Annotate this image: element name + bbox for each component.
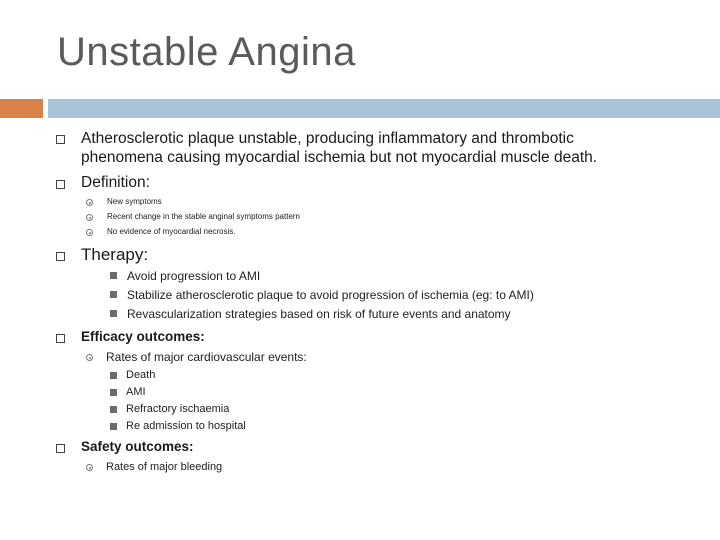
definition-item: New symptoms bbox=[107, 197, 162, 206]
bullet-circle-icon bbox=[86, 214, 93, 221]
efficacy-item: Death bbox=[126, 369, 156, 381]
title-accent-bar bbox=[0, 99, 43, 118]
slide-title: Unstable Angina bbox=[57, 30, 356, 74]
safety-label: Safety outcomes: bbox=[81, 439, 194, 454]
safety-subitem: Rates of major bleeding bbox=[106, 461, 223, 473]
bullet-filled-square-icon bbox=[110, 406, 117, 413]
bullet-square-icon bbox=[56, 180, 65, 189]
bullet-square-icon bbox=[56, 334, 65, 343]
bullet-filled-square-icon bbox=[110, 291, 117, 298]
bullet-filled-square-icon bbox=[110, 310, 117, 317]
bullet-square-icon bbox=[56, 444, 65, 453]
efficacy-item: Refractory ischaemia bbox=[126, 403, 230, 415]
efficacy-label: Efficacy outcomes: bbox=[81, 329, 205, 344]
bullet-circle-icon bbox=[86, 229, 93, 236]
definition-label: Definition: bbox=[81, 174, 150, 191]
efficacy-item: AMI bbox=[126, 386, 146, 398]
bullet-circle-icon bbox=[86, 354, 93, 361]
therapy-label: Therapy: bbox=[81, 245, 149, 264]
item-atherosclerotic-line2: phenomena causing myocardial ischemia but not myocardial muscle death. bbox=[81, 149, 598, 166]
bullet-square-icon bbox=[56, 252, 65, 261]
efficacy-item: Re admission to hospital bbox=[126, 420, 246, 432]
efficacy-subitem: Rates of major cardiovascular events: bbox=[106, 350, 307, 364]
therapy-item: Stabilize atherosclerotic plaque to avoid progression of ischemia (eg: to AMI) bbox=[127, 288, 534, 302]
bullet-circle-icon bbox=[86, 464, 93, 471]
item-atherosclerotic-line1: Atherosclerotic plaque unstable, producing inflammatory and thrombotic bbox=[81, 130, 574, 147]
definition-item: No evidence of myocardial necrosis. bbox=[107, 227, 236, 236]
bullet-circle-icon bbox=[86, 199, 93, 206]
bullet-filled-square-icon bbox=[110, 423, 117, 430]
therapy-item: Revascularization strategies based on risk of future events and anatomy bbox=[127, 307, 511, 321]
therapy-item: Avoid progression to AMI bbox=[127, 269, 261, 283]
title-underline-bar bbox=[48, 99, 720, 118]
definition-item: Recent change in the stable anginal symptoms pattern bbox=[107, 212, 301, 221]
bullet-square-icon bbox=[56, 135, 65, 144]
bullet-filled-square-icon bbox=[110, 389, 117, 396]
bullet-filled-square-icon bbox=[110, 272, 117, 279]
bullet-filled-square-icon bbox=[110, 372, 117, 379]
